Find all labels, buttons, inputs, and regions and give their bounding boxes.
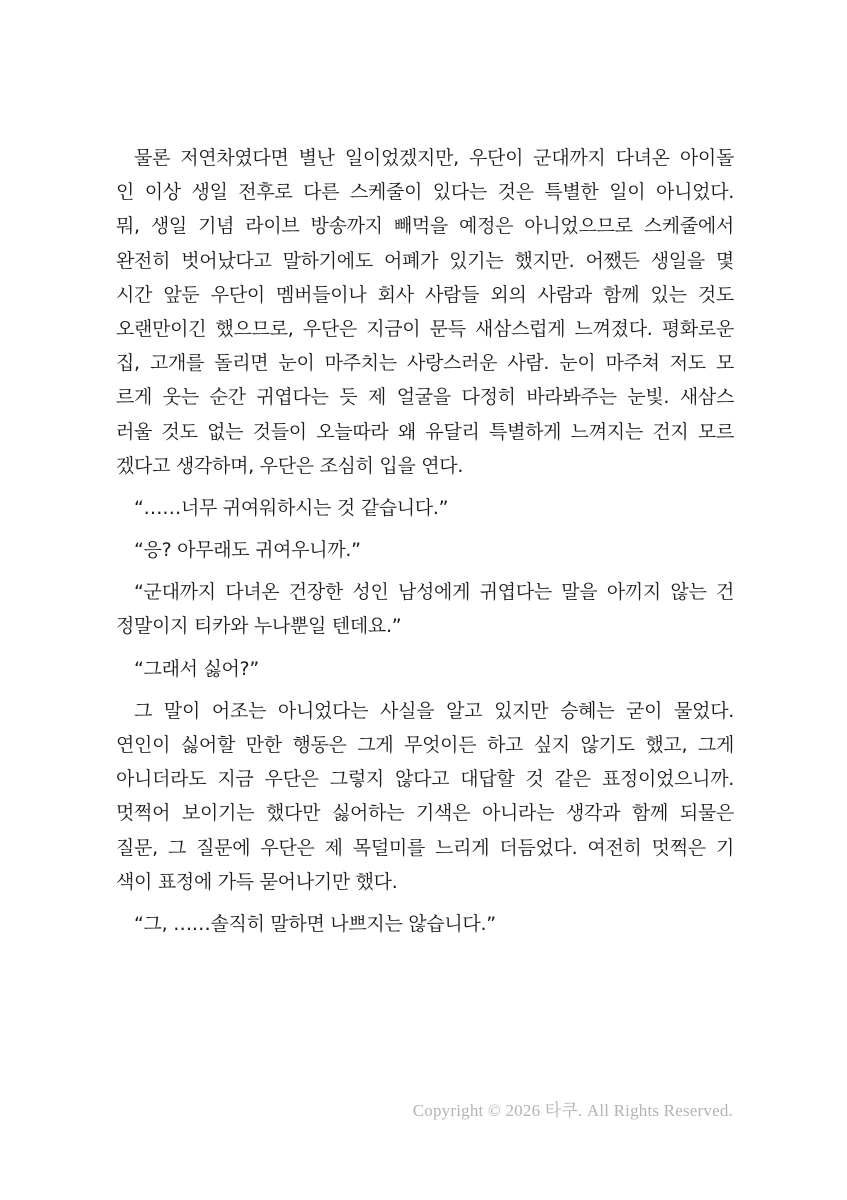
- text-line: “응? 아무래도 귀여우니까.”: [134, 539, 361, 562]
- text-line: 뭐, 생일 기념 라이브 방송까지 빼먹을 예정은 아니었으므로 스케줄에서: [116, 215, 734, 238]
- text-line: 오랜만이긴 했으므로, 우단은 지금이 문득 새삼스럽게 느껴졌다. 평화로운: [116, 317, 734, 340]
- text-line: 색이 표정에 가득 묻어나기만 했다.: [116, 870, 398, 893]
- copyright-notice: Copyright © 2026 타쿠. All Rights Reserved.: [412, 1101, 733, 1120]
- text-line: “군대까지 다녀온 건장한 성인 남성에게 귀엽다는 말을 아끼지 않는 건: [134, 581, 734, 604]
- text-line: 질문, 그 질문에 우단은 제 목덜미를 느리게 더듬었다. 여전히 멋쩍은 기: [116, 836, 734, 859]
- text-line: 겠다고 생각하며, 우단은 조심히 입을 연다.: [116, 454, 464, 477]
- text-line: 인 이상 생일 전후로 다른 스케줄이 있다는 것은 특별한 일이 아니었다.: [116, 181, 734, 204]
- text-line: 정말이지 티카와 누나뿐일 텐데요.”: [116, 615, 402, 638]
- text-line: 아니더라도 지금 우단은 그렇지 않다고 대답할 것 같은 표정이었으니까.: [116, 768, 734, 791]
- story-body: [116, 141, 734, 941]
- text-line: 르게 웃는 순간 귀엽다는 듯 제 얼굴을 다정히 바라봐주는 눈빛. 새삼스: [116, 386, 734, 409]
- text-line: “그래서 싫어?”: [134, 657, 259, 680]
- text-line: 러울 것도 없는 것들이 오늘따라 왜 유달리 특별하게 느껴지는 건지 모르: [116, 420, 734, 443]
- paragraph-gap: [116, 567, 734, 575]
- paragraph-gap: [116, 899, 734, 907]
- text-line: 시간 앞둔 우단이 멤버들이나 회사 사람들 외의 사람과 함께 있는 것도: [116, 283, 734, 306]
- text-line: 연인이 싫어할 만한 행동은 그게 무엇이든 하고 싶지 않기도 했고, 그게: [116, 734, 734, 756]
- dialogue-paragraph: [116, 533, 734, 567]
- paragraph-gap: [116, 686, 734, 694]
- text-line: “그, ……솔직히 말하면 나쁘지는 않습니다.”: [134, 912, 496, 935]
- text-line: 그 말이 어조는 아니었다는 사실을 알고 있지만 승혜는 굳이 물었다.: [134, 699, 734, 722]
- text-line: “……너무 귀여워하시는 것 같습니다.”: [134, 496, 449, 519]
- paragraph: [116, 141, 734, 483]
- dialogue-paragraph: [116, 491, 734, 525]
- text-line: 집, 고개를 돌리면 눈이 마주치는 사랑스러운 사람. 눈이 마주쳐 저도 모: [116, 352, 734, 375]
- text-line: 멋쩍어 보이기는 했다만 싫어하는 기색은 아니라는 생각과 함께 되물은: [116, 802, 734, 825]
- paragraph-gap: [116, 525, 734, 533]
- dialogue-paragraph: [116, 652, 734, 686]
- paragraph: [116, 694, 734, 899]
- dialogue-paragraph: [116, 907, 734, 941]
- text-line: 완전히 벗어났다고 말하기에도 어폐가 있기는 했지만. 어쨌든 생일을 몇: [116, 249, 734, 272]
- text-line: 물론 저연차였다면 별난 일이었겠지만, 우단이 군대까지 다녀온 아이돌: [134, 147, 734, 169]
- dialogue-paragraph: [116, 575, 734, 643]
- paragraph-gap: [116, 644, 734, 652]
- paragraph-gap: [116, 483, 734, 491]
